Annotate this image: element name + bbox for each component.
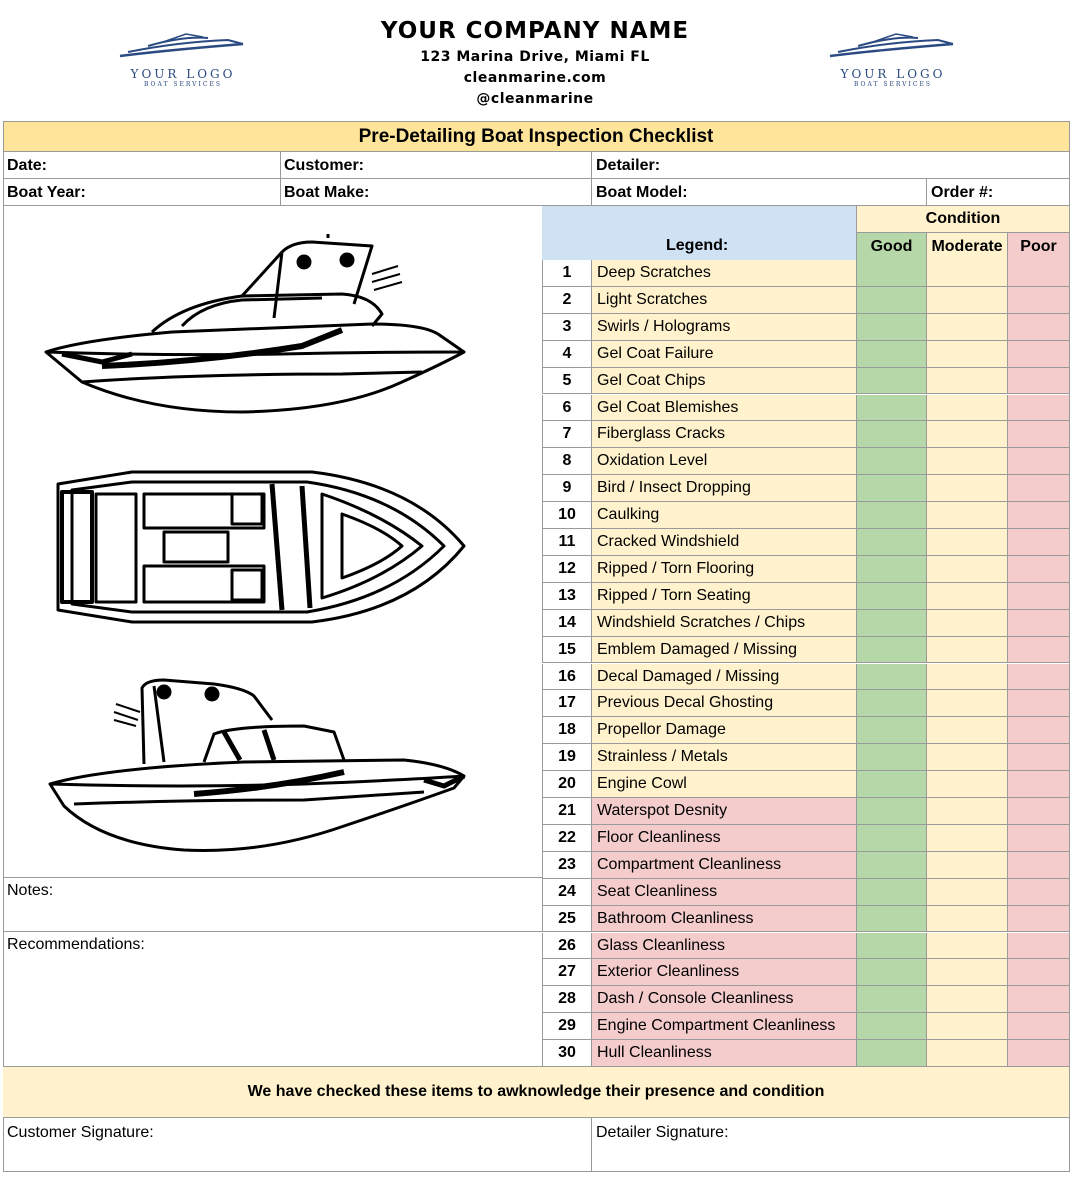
poor-checkbox[interactable]	[1007, 959, 1069, 986]
moderate-checkbox[interactable]	[926, 771, 1007, 798]
poor-checkbox[interactable]	[1007, 637, 1069, 664]
good-checkbox[interactable]	[856, 475, 926, 502]
moderate-checkbox[interactable]	[926, 287, 1007, 314]
header	[0, 0, 1080, 120]
item-number: 15	[542, 637, 591, 664]
item-label: Decal Damaged / Missing	[591, 664, 856, 691]
company-handle: @cleanmarine	[476, 91, 594, 107]
good-checkbox[interactable]	[856, 341, 926, 368]
item-label: Dash / Console Cleanliness	[591, 986, 856, 1013]
poor-checkbox[interactable]	[1007, 986, 1069, 1013]
good-column-header: Good	[856, 233, 926, 260]
good-checkbox[interactable]	[856, 448, 926, 475]
poor-checkbox[interactable]	[1007, 825, 1069, 852]
good-checkbox[interactable]	[856, 879, 926, 906]
company-name: YOUR COMPANY NAME	[380, 18, 690, 44]
poor-checkbox[interactable]	[1007, 556, 1069, 583]
poor-checkbox[interactable]	[1007, 1040, 1069, 1067]
poor-checkbox[interactable]	[1007, 933, 1069, 960]
poor-checkbox[interactable]	[1007, 341, 1069, 368]
poor-checkbox[interactable]	[1007, 690, 1069, 717]
item-label: Windshield Scratches / Chips	[591, 610, 856, 637]
logo-subtitle: BOAT SERVICES	[854, 81, 932, 88]
item-number: 12	[542, 556, 591, 583]
item-label: Gel Coat Failure	[591, 341, 856, 368]
order-number-field[interactable]: Order #:	[931, 184, 994, 201]
item-number: 26	[542, 933, 591, 960]
item-number: 3	[542, 314, 591, 341]
poor-checkbox[interactable]	[1007, 771, 1069, 798]
moderate-checkbox[interactable]	[926, 690, 1007, 717]
good-checkbox[interactable]	[856, 556, 926, 583]
legend-label: Legend:	[666, 237, 729, 254]
boat-make-field[interactable]: Boat Make:	[284, 184, 370, 201]
moderate-checkbox[interactable]	[926, 906, 1007, 933]
item-number: 30	[542, 1040, 591, 1067]
item-number: 5	[542, 368, 591, 395]
divider	[1069, 121, 1070, 1171]
moderate-checkbox[interactable]	[926, 395, 1007, 422]
item-label: Previous Decal Ghosting	[591, 690, 856, 717]
good-checkbox[interactable]	[856, 825, 926, 852]
good-checkbox[interactable]	[856, 1013, 926, 1040]
good-checkbox[interactable]	[856, 717, 926, 744]
divider	[280, 152, 281, 206]
good-checkbox[interactable]	[856, 690, 926, 717]
good-checkbox[interactable]	[856, 583, 926, 610]
moderate-checkbox[interactable]	[926, 744, 1007, 771]
customer-signature-field[interactable]: Customer Signature:	[7, 1124, 154, 1141]
item-number: 28	[542, 986, 591, 1013]
item-label: Exterior Cleanliness	[591, 959, 856, 986]
poor-checkbox[interactable]	[1007, 879, 1069, 906]
moderate-checkbox[interactable]	[926, 959, 1007, 986]
good-checkbox[interactable]	[856, 287, 926, 314]
good-checkbox[interactable]	[856, 637, 926, 664]
item-label: Cracked Windshield	[591, 529, 856, 556]
logo-text: YOUR LOGO	[840, 67, 946, 81]
good-checkbox[interactable]	[856, 933, 926, 960]
item-label: Compartment Cleanliness	[591, 852, 856, 879]
poor-checkbox[interactable]	[1007, 610, 1069, 637]
item-number: 6	[542, 395, 591, 422]
company-logo-left	[108, 30, 258, 90]
boat-diagrams	[4, 206, 541, 876]
notes-label: Notes:	[7, 882, 54, 899]
boat-logo-icon	[818, 30, 968, 62]
item-number: 1	[542, 260, 591, 287]
boat-model-field[interactable]: Boat Model:	[596, 184, 688, 201]
good-checkbox[interactable]	[856, 260, 926, 287]
divider	[3, 178, 1069, 179]
good-checkbox[interactable]	[856, 771, 926, 798]
item-label: Emblem Damaged / Missing	[591, 637, 856, 664]
moderate-checkbox[interactable]	[926, 1040, 1007, 1067]
item-label: Swirls / Holograms	[591, 314, 856, 341]
poor-checkbox[interactable]	[1007, 852, 1069, 879]
poor-checkbox[interactable]	[1007, 368, 1069, 395]
poor-checkbox[interactable]	[1007, 421, 1069, 448]
good-checkbox[interactable]	[856, 744, 926, 771]
boat-year-field[interactable]: Boat Year:	[7, 184, 86, 201]
item-number: 22	[542, 825, 591, 852]
item-number: 29	[542, 1013, 591, 1040]
poor-checkbox[interactable]	[1007, 906, 1069, 933]
item-label: Bird / Insect Dropping	[591, 475, 856, 502]
item-number: 11	[542, 529, 591, 556]
moderate-checkbox[interactable]	[926, 314, 1007, 341]
item-label: Light Scratches	[591, 287, 856, 314]
item-number: 17	[542, 690, 591, 717]
acknowledgement-text: We have checked these items to awknowledge their presence and condition	[247, 1083, 825, 1100]
item-number: 20	[542, 771, 591, 798]
item-label: Seat Cleanliness	[591, 879, 856, 906]
poor-checkbox[interactable]	[1007, 664, 1069, 691]
item-label: Deep Scratches	[591, 260, 856, 287]
moderate-checkbox[interactable]	[926, 368, 1007, 395]
poor-checkbox[interactable]	[1007, 717, 1069, 744]
item-label: Caulking	[591, 502, 856, 529]
company-address: 123 Marina Drive, Miami FL	[420, 49, 650, 65]
item-label: Oxidation Level	[591, 448, 856, 475]
boat-logo-icon	[108, 30, 258, 62]
moderate-checkbox[interactable]	[926, 664, 1007, 691]
item-label: Glass Cleanliness	[591, 933, 856, 960]
moderate-checkbox[interactable]	[926, 448, 1007, 475]
poor-checkbox[interactable]	[1007, 260, 1069, 287]
condition-header	[856, 206, 1069, 233]
divider	[591, 1118, 592, 1171]
poor-checkbox[interactable]	[1007, 395, 1069, 422]
poor-checkbox[interactable]	[1007, 744, 1069, 771]
moderate-checkbox[interactable]	[926, 556, 1007, 583]
good-checkbox[interactable]	[856, 421, 926, 448]
divider	[3, 1171, 1070, 1172]
poor-checkbox[interactable]	[1007, 1013, 1069, 1040]
poor-checkbox[interactable]	[1007, 529, 1069, 556]
good-checkbox[interactable]	[856, 959, 926, 986]
item-label: Floor Cleanliness	[591, 825, 856, 852]
item-number: 14	[542, 610, 591, 637]
item-label: Fiberglass Cracks	[591, 421, 856, 448]
divider	[591, 152, 592, 206]
recommendations-label: Recommendations:	[7, 936, 145, 953]
item-label: Ripped / Torn Seating	[591, 583, 856, 610]
item-number: 2	[542, 287, 591, 314]
item-number: 7	[542, 421, 591, 448]
logo-text: YOUR LOGO	[130, 67, 236, 81]
detailer-signature-field[interactable]: Detailer Signature:	[596, 1124, 729, 1141]
moderate-checkbox[interactable]	[926, 260, 1007, 287]
item-number: 27	[542, 959, 591, 986]
good-checkbox[interactable]	[856, 502, 926, 529]
moderate-column-header: Moderate	[926, 233, 1007, 260]
good-checkbox[interactable]	[856, 852, 926, 879]
item-number: 13	[542, 583, 591, 610]
good-checkbox[interactable]	[856, 798, 926, 825]
moderate-checkbox[interactable]	[926, 852, 1007, 879]
good-checkbox[interactable]	[856, 314, 926, 341]
acknowledgement-band	[3, 1066, 1069, 1118]
boat-side-view-icon	[44, 676, 484, 866]
company-website: cleanmarine.com	[463, 70, 607, 86]
moderate-checkbox[interactable]	[926, 583, 1007, 610]
detailer-field[interactable]: Detailer:	[596, 157, 661, 174]
item-number: 25	[542, 906, 591, 933]
item-label: Strainless / Metals	[591, 744, 856, 771]
item-label: Propellor Damage	[591, 717, 856, 744]
item-label: Engine Compartment Cleanliness	[591, 1013, 856, 1040]
moderate-checkbox[interactable]	[926, 421, 1007, 448]
moderate-checkbox[interactable]	[926, 825, 1007, 852]
poor-checkbox[interactable]	[1007, 448, 1069, 475]
good-checkbox[interactable]	[856, 664, 926, 691]
boat-side-view-icon	[42, 234, 482, 424]
item-label: Engine Cowl	[591, 771, 856, 798]
condition-label: Condition	[925, 210, 1001, 227]
divider	[3, 931, 542, 932]
good-checkbox[interactable]	[856, 986, 926, 1013]
poor-column-header: Poor	[1007, 233, 1069, 260]
item-label: Bathroom Cleanliness	[591, 906, 856, 933]
good-checkbox[interactable]	[856, 368, 926, 395]
item-label: Waterspot Desnity	[591, 798, 856, 825]
poor-checkbox[interactable]	[1007, 314, 1069, 341]
item-label: Ripped / Torn Flooring	[591, 556, 856, 583]
poor-checkbox[interactable]	[1007, 502, 1069, 529]
good-checkbox[interactable]	[856, 529, 926, 556]
divider	[926, 179, 927, 206]
moderate-checkbox[interactable]	[926, 502, 1007, 529]
good-checkbox[interactable]	[856, 1040, 926, 1067]
item-number: 9	[542, 475, 591, 502]
item-number: 21	[542, 798, 591, 825]
item-label: Gel Coat Blemishes	[591, 395, 856, 422]
moderate-checkbox[interactable]	[926, 475, 1007, 502]
poor-checkbox[interactable]	[1007, 583, 1069, 610]
moderate-checkbox[interactable]	[926, 986, 1007, 1013]
poor-checkbox[interactable]	[1007, 475, 1069, 502]
moderate-checkbox[interactable]	[926, 341, 1007, 368]
moderate-checkbox[interactable]	[926, 610, 1007, 637]
item-label: Gel Coat Chips	[591, 368, 856, 395]
moderate-checkbox[interactable]	[926, 933, 1007, 960]
logo-subtitle: BOAT SERVICES	[144, 81, 222, 88]
moderate-checkbox[interactable]	[926, 879, 1007, 906]
boat-top-view-icon	[52, 464, 472, 644]
item-number: 24	[542, 879, 591, 906]
poor-checkbox[interactable]	[1007, 287, 1069, 314]
item-number: 4	[542, 341, 591, 368]
moderate-checkbox[interactable]	[926, 529, 1007, 556]
item-number: 18	[542, 717, 591, 744]
moderate-checkbox[interactable]	[926, 717, 1007, 744]
checklist-title-band	[3, 121, 1069, 152]
item-number: 10	[542, 502, 591, 529]
moderate-checkbox[interactable]	[926, 798, 1007, 825]
date-field[interactable]: Date:	[7, 157, 48, 174]
checklist-title: Pre-Detailing Boat Inspection Checklist	[358, 126, 714, 147]
moderate-checkbox[interactable]	[926, 1013, 1007, 1040]
item-number: 8	[542, 448, 591, 475]
moderate-checkbox[interactable]	[926, 637, 1007, 664]
divider	[3, 877, 542, 878]
company-logo-right	[818, 30, 968, 90]
good-checkbox[interactable]	[856, 906, 926, 933]
customer-field[interactable]: Customer:	[284, 157, 365, 174]
item-label: Hull Cleanliness	[591, 1040, 856, 1067]
good-checkbox[interactable]	[856, 395, 926, 422]
good-checkbox[interactable]	[856, 610, 926, 637]
legend-header	[542, 206, 856, 260]
item-number: 23	[542, 852, 591, 879]
poor-checkbox[interactable]	[1007, 798, 1069, 825]
item-number: 16	[542, 664, 591, 691]
item-number: 19	[542, 744, 591, 771]
